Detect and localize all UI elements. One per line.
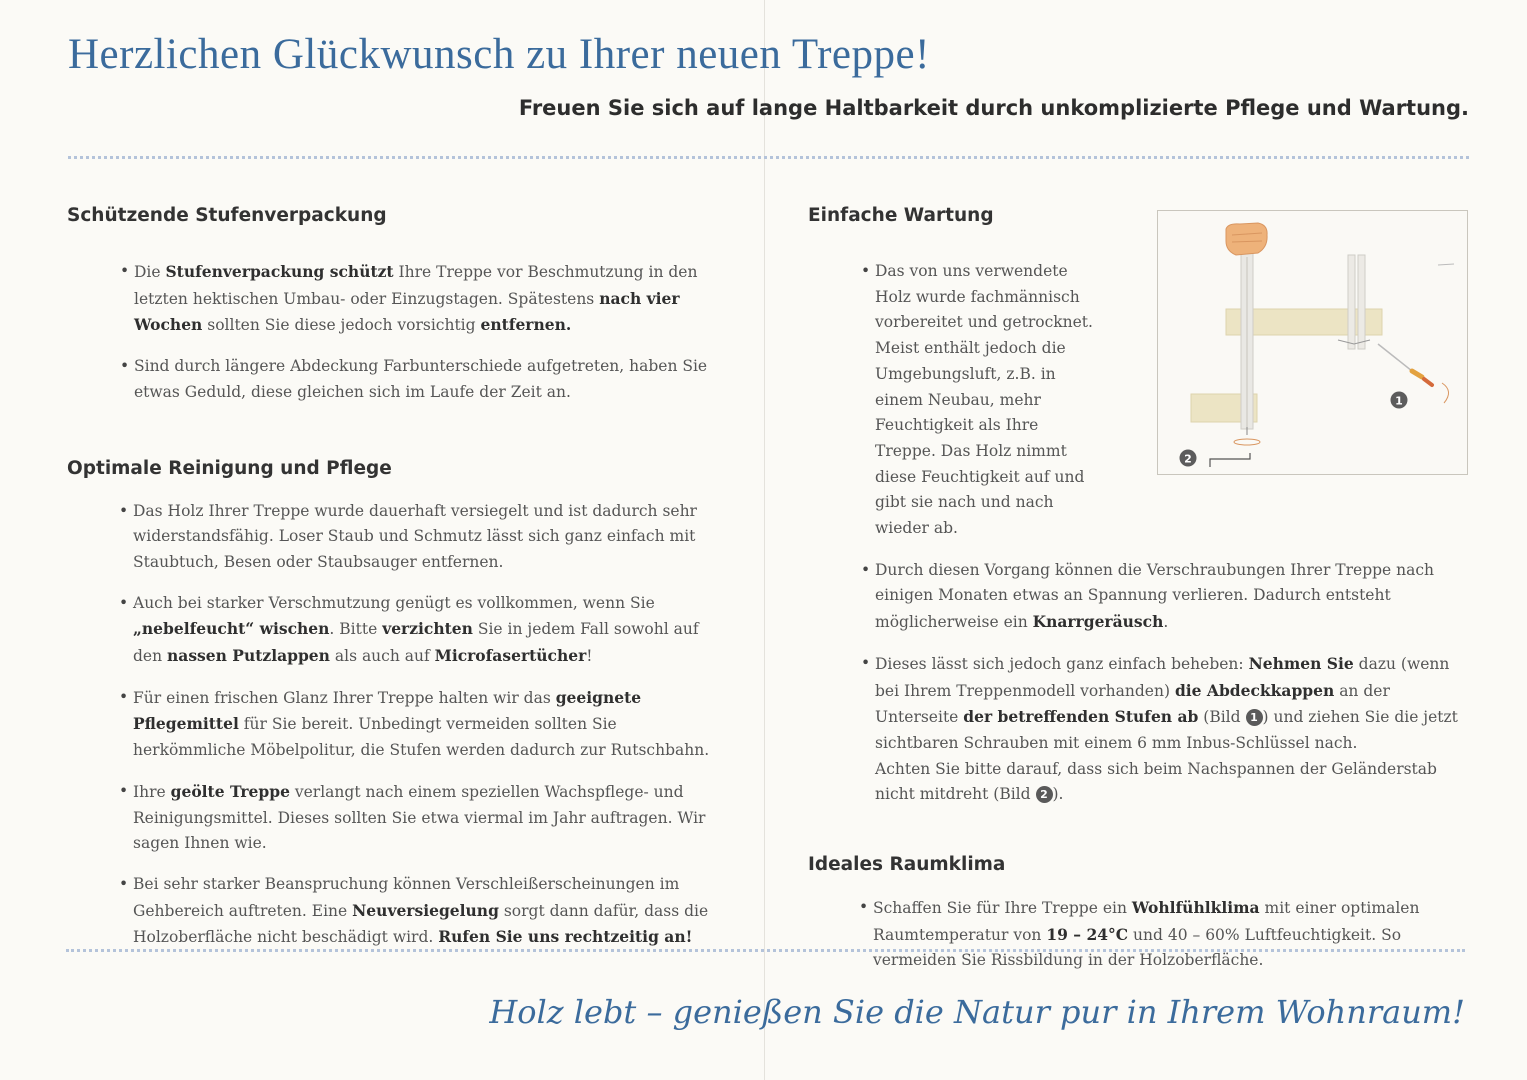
list-wartung xyxy=(875,558,1467,808)
figure-ref-1: 1 xyxy=(1246,709,1263,726)
list-item: • Dieses lässt sich jedoch ganz einfach beheben: Nehmen Sie dazu (wenn bei Ihrem Treppenmodell vorhanden) die Abdeckkappen an der Unterseite der betreffenden Stufen ab (Bild 1 ) und ziehen Sie die jetzt sichtbaren Schrauben mit einem 6 mm Inbus-Schlüssel nach. Achten Sie bitte darauf, dass sich beim Nachspannen der Geländerstab nicht mitdreht (Bild 2 ). xyxy=(875,651,1467,808)
list-reinigung xyxy=(133,499,727,952)
heading-reinigung: Optimale Reinigung und Pflege xyxy=(67,457,392,479)
heading-wartung: Einfache Wartung xyxy=(808,205,994,226)
list-item: • Auch bei starker Verschmutzung genügt es vollkommen, wenn Sie „nebelfeucht“ wischen. Bitte verzichten Sie in jedem Fall sowohl auf den nassen Putzlappen als auch auf Microfasertücher! xyxy=(133,591,727,670)
page-fold xyxy=(764,0,765,1080)
page-subtitle: Freuen Sie sich auf lange Haltbarkeit durch unkomplizierte Pflege und Wartung. xyxy=(518,96,1469,120)
list-item: • Ihre geölte Treppe verlangt nach einem speziellen Wachspflege- und Reinigungsmittel. Dieses sollten Sie etwa viermal im Jahr auftragen. Wir sagen Ihnen wie. xyxy=(133,779,727,857)
list-stufenverpackung xyxy=(134,259,727,406)
left-column xyxy=(67,205,727,951)
page-title: Herzlichen Glückwunsch zu Ihrer neuen Treppe! xyxy=(68,31,930,78)
top-divider xyxy=(68,156,1469,159)
list-item: • Die Stufenverpackung schützt Ihre Treppe vor Beschmutzung in den letzten hektischen Umbau- oder Einzugstagen. Spätestens nach vier Wochen sollten Sie diese jedoch vorsichtig entfernen. xyxy=(134,259,727,339)
figure-ref-2: 2 xyxy=(1036,786,1053,803)
list-item: • Für einen frischen Glanz Ihrer Treppe halten wir das geeignete Pflegemittel für Sie bereit. Unbedingt vermeiden sollten Sie herkömmliche Möbelpolitur, die Stufen werden dadurch zur Rutschbahn. xyxy=(133,685,727,764)
bottom-divider xyxy=(66,949,1465,952)
list-raumklima xyxy=(873,895,1468,974)
footer-slogan: Holz lebt – genießen Sie die Natur pur in Ihrem Wohnraum! xyxy=(489,993,1465,1031)
heading-raumklima: Ideales Raumklima xyxy=(808,854,1006,876)
list-item: • Schaffen Sie für Ihre Treppe ein Wohlfühlklima mit einer optimalen Raumtemperatur von 19 – 24°C und 40 – 60% Luftfeuchtigkeit. So vermeiden Sie Rissbildung in der Holzoberfläche. xyxy=(873,895,1468,974)
list-item: • Das Holz Ihrer Treppe wurde dauerhaft versiegelt und ist dadurch sehr widerstandsfähig. Loser Staub und Schmutz lässt sich ganz einfach mit Staubtuch, Besen oder Staubsauger entfernen. xyxy=(133,499,727,576)
list-item: • Bei sehr starker Beanspruchung können Verschleißerscheinungen im Gehbereich auftreten. Eine Neuversiegelung sorgt dann dafür, dass die Holzoberfläche nicht beschädigt wird. Rufen Sie uns rechtzeitig an! xyxy=(133,872,727,951)
heading-stufenverpackung: Schützende Stufenverpackung xyxy=(67,205,387,226)
figure-label-1: 1 xyxy=(1395,394,1403,408)
list-wartung-intro xyxy=(875,259,1103,542)
list-item: • Durch diesen Vorgang können die Verschraubungen Ihrer Treppe nach einigen Monaten etwas an Spannung verlieren. Dadurch entsteht möglicherweise ein Knarrgeräusch. xyxy=(875,558,1467,636)
maintenance-illustration xyxy=(1157,210,1468,475)
list-item: • Sind durch längere Abdeckung Farbunterschiede aufgetreten, haben Sie etwas Geduld, diese gleichen sich im Laufe der Zeit an. xyxy=(134,354,727,405)
list-item: • Das von uns verwendete Holz wurde fachmännisch vorbereitet und getrocknet. Meist enthält jedoch die Umgebungsluft, z.B. in einem Neubau, mehr Feuchtigkeit als Ihre Treppe. Das Holz nimmt diese Feuchtigkeit auf und gibt sie nach und nach wieder ab. xyxy=(875,259,1103,542)
figure-label-2: 2 xyxy=(1184,452,1192,466)
